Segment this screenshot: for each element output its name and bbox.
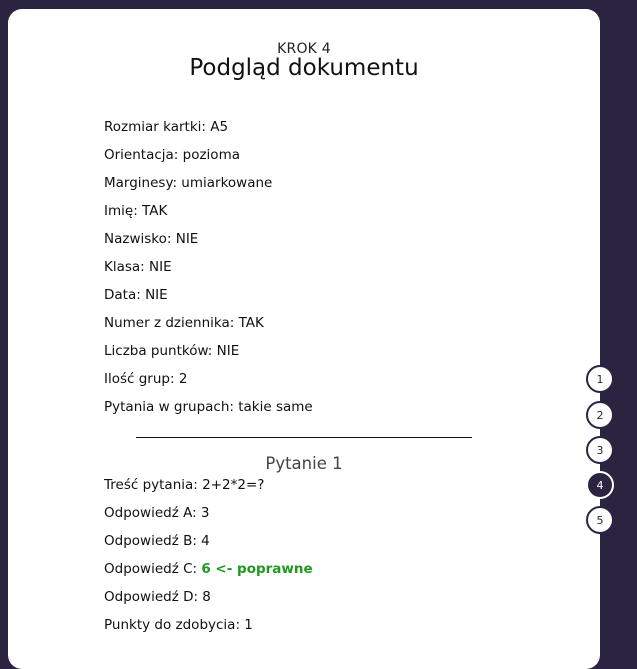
question-content: Treść pytania: 2+2*2=? xyxy=(104,477,265,493)
step-1-button[interactable]: 1 xyxy=(586,365,614,393)
step-4-button[interactable]: 4 xyxy=(586,471,614,499)
answer-b: Odpowiedź B: 4 xyxy=(104,533,210,549)
setting-first-name: Imię: TAK xyxy=(104,203,168,219)
answer-c-correct-value: 6 <- poprawne xyxy=(201,561,313,577)
step-navigator xyxy=(586,365,614,535)
question-title: Pytanie 1 xyxy=(265,454,343,473)
setting-date: Data: NIE xyxy=(104,287,168,303)
setting-orientation: Orientacja: pozioma xyxy=(104,147,240,163)
setting-register-number: Numer z dziennika: TAK xyxy=(104,315,264,331)
setting-last-name: Nazwisko: NIE xyxy=(104,231,199,247)
step-2-button[interactable]: 2 xyxy=(586,401,614,429)
answer-c xyxy=(104,561,313,577)
setting-group-questions: Pytania w grupach: takie same xyxy=(104,399,313,415)
setting-paper-size: Rozmiar kartki: A5 xyxy=(104,119,229,135)
answer-c-label: Odpowiedź C: xyxy=(104,561,202,577)
preview-card xyxy=(8,9,600,669)
step-5-button[interactable]: 5 xyxy=(586,506,614,534)
setting-group-count: Ilość grup: 2 xyxy=(104,371,188,387)
section-divider xyxy=(136,437,472,438)
step-label: KROK 4 xyxy=(277,41,331,57)
question-points: Punkty do zdobycia: 1 xyxy=(104,617,253,633)
setting-points: Liczba puntków: NIE xyxy=(104,343,240,359)
setting-margins: Marginesy: umiarkowane xyxy=(104,175,273,191)
setting-class: Klasa: NIE xyxy=(104,259,172,275)
answer-a: Odpowiedź A: 3 xyxy=(104,505,210,521)
step-3-button[interactable]: 3 xyxy=(586,436,614,464)
page-title: Podgląd dokumentu xyxy=(189,55,419,81)
answer-d: Odpowiedź D: 8 xyxy=(104,589,211,605)
